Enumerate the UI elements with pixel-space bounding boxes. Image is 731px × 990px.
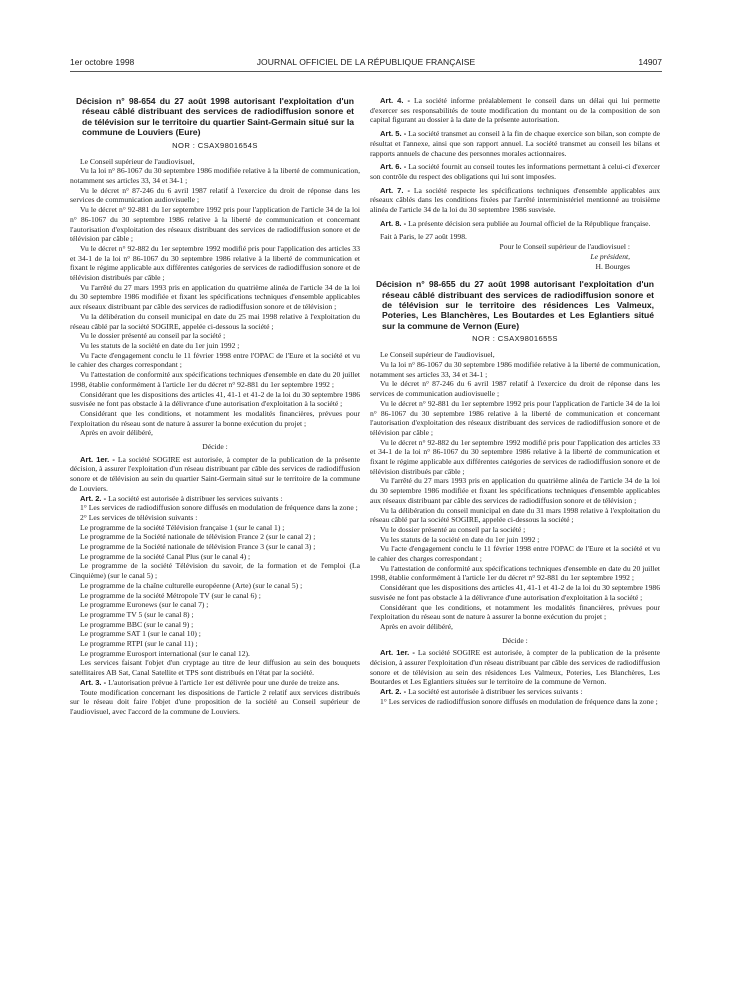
article-4-heading: Art. 4. - [380,96,411,105]
article-2-item: Le programme BBC (sur le canal 9) ; [80,619,194,629]
article-8-text: La présente décision sera publiée au Journal officiel de la République française. [408,218,651,228]
preamble-line: Vu le dossier présenté au conseil par la société ; [80,331,226,341]
article-2-item: Les services faisant l'objet d'un cryptage au titre de leur diffusion au sein des bouquets satellitaires AB Sat, Canal Satellite et TPS sont distribués en l'état par la société. [70,658,360,678]
preamble-line: Vu le décret n° 92-881 du 1er septembre 1992 pris pour l'application de l'article 34 de la loi n° 86-1067 du 30 septembre 1986 relative à la liberté de communication et concernant l'autorisation d'exploitation des réseaux distribuant des services de radiodiffusion sonore et de télévision par câble ; [370,398,660,437]
issue-date: 1er octobre 1998 [70,57,135,67]
article-1 [70,455,360,494]
preamble-line: Vu la loi n° 86-1067 du 30 septembre 1986 modifiée relative à la liberté de communication, notamment ses articles 33, 34 et 34-1 ; [70,166,360,186]
signature-name: H. Bourges [595,261,630,271]
preamble-line: Vu les statuts de la société en date du 1er juin 1992 ; [80,340,240,350]
preamble-line: Vu l'acte d'engagement conclu le 11 février 1998 entre l'OPAC de l'Eure et la société et vu le cahier des charges correspondant ; [370,544,660,564]
article-2-item: 2° Les services de télévision suivants : [80,512,198,522]
article-1-text: La société SOGIRE est autorisée, à compter de la publication de la présente décision, à assurer l'exploitation d'un réseau distribuant par câble des services de radiodiffusion sonore et de télévision au sein du quartier Saint-Germain situé sur le territoire de la commune de Louviers. [70,454,360,493]
preamble-line: Vu l'arrêté du 27 mars 1993 pris en application du quatrième alinéa de l'article 34 de la loi du 30 septembre 1986 modifiée et fixant les spécifications techniques d'ensemble applicables aux réseaux distribuant par câble des services de radiodiffusion sonore et de télévision ; [70,282,360,312]
journal-title: JOURNAL OFFICIEL DE LA RÉPUBLIQUE FRANÇAISE [256,57,476,67]
article-2-item: Le programme SAT 1 (sur le canal 10) ; [80,629,201,639]
preamble-line: Considérant que les dispositions des articles 41, 41-1 et 41-2 de la loi du 30 septembre 1986 susvisée ne font pas obstacle à la délivrance d'une autorisation d'exploitation à la société ; [370,583,660,602]
page-header [70,55,662,69]
preamble-line: Après en avoir délibéré, [380,621,453,631]
preamble-line: Vu l'arrêté du 27 mars 1993 pris en application du quatrième alinéa de l'article 34 de la loi du 30 septembre 1986 modifiée et fixant les spécifications techniques d'ensemble applicables aux réseaux distribuant par câble des services de radiodiffusion sonore et de télévision ; [370,476,660,505]
article-3-follow: Toute modification concernant les dispositions de l'article 2 relatif aux services distribués sur le réseau doit faire l'objet d'une proposition de la société au Conseil supérieur de l'audiovisuel, avec l'accord de la commune de Louviers. [70,687,360,716]
article-4-text: La société informe préalablement le conseil dans un délai qui lui permette d'exercer ses responsabilités de toute modification du montant ou de la composition de son capital figurant au dossier à la date de la présente autorisation. [370,96,660,125]
article-6 [370,162,660,181]
article-2-item: Le programme TV 5 (sur le canal 8) ; [80,609,194,619]
article-2-text: La société est autorisée à distribuer les services suivants : [108,493,283,503]
article-1-text: La société SOGIRE est autorisée, à compter de la publication de la présente décision, à assurer l'exploitation d'un réseau distribuant par câble des services de radiodiffusion sonore et de télévision au sein des résidences Les Valmeux, Poteries, Les Blanchères, Les Boutardes et Les Eglantiers situées sur le territoire de la commune de Vernon. [370,648,660,687]
signature-for: Pour le Conseil supérieur de l'audiovisuel : [499,242,630,252]
article-1-heading: Art. 1er. - [380,648,415,658]
place-date: Fait à Paris, le 27 août 1998. [380,232,467,242]
article-2-item: Le programme de la société Télévision française 1 (sur le canal 1) ; [80,522,285,532]
article-2-heading: Art. 2. - [380,687,407,697]
article-8 [370,219,660,229]
article-2-item: 1° Les services de radiodiffusion sonore diffusés en modulation de fréquence dans la zone ; [80,503,358,513]
right-column [370,96,660,982]
article-2-item: Le programme RTPI (sur le canal 11) ; [80,639,198,649]
article-2-item: Le programme Euronews (sur le canal 7) ; [80,600,209,610]
preamble-line: Le Conseil supérieur de l'audiovisuel, [80,156,195,166]
article-6-heading: Art. 6. - [380,162,407,172]
preamble-line: Vu l'acte d'engagement conclu le 11 février 1998 entre l'OPAC de l'Eure et la société et vu le cahier des charges correspondant ; [70,350,360,370]
preamble-line: Vu l'attestation de conformité aux spécifications techniques d'ensemble en date du 20 juillet 1998, établie conformément à l'article 1er du décret n° 92-881 du 1er septembre 1992 ; [370,563,660,583]
article-3-heading: Art. 3. - [80,677,107,687]
article-2-item: Le programme de la Société nationale de télévision France 2 (sur le canal 2) ; [80,532,316,542]
preamble-line: Après en avoir délibéré, [80,428,153,438]
article-5-text: La société transmet au conseil à la fin de chaque exercice son bilan, son compte de résultat et l'annexe, ainsi que son rapport annuel. La société transmet au conseil les bilans et rapports annuels de chacune des personnes morales actionnaires. [370,129,660,158]
preamble-line: Vu le décret n° 92-881 du 1er septembre 1992 pris pour l'application de l'article 34 de la loi n° 86-1067 du 30 septembre 1986 relative à la liberté de communication et concernant l'autorisation d'exploitation des réseaux distribuant des services de radiodiffusion sonore et de télévision par câble ; [70,205,360,244]
article-2-item: Le programme de la société Télévision du savoir, de la formation et de l'emploi (La Cinquième) (sur le canal 5) ; [70,561,360,581]
article-2 [70,494,360,504]
preamble-line: Vu la loi n° 86-1067 du 30 septembre 1986 modifiée relative à la liberté de communication, notamment ses articles 33, 34 et 34-1 ; [370,359,660,379]
left-column [70,96,360,982]
preamble-line: Vu la délibération du conseil municipal en date du 31 mars 1998 relative à l'exploitation du réseau câblé par la société SOGIRE, appelée ci-dessous la société ; [370,505,660,525]
page-number: 14907 [638,57,662,67]
preamble-line: Vu l'attestation de conformité aux spécifications techniques d'ensemble en date du 20 juillet 1998, établie conformément à l'article 1er du décret n° 92-881 du 1er septembre 1992 ; [70,370,360,389]
article-6-text: La société fournit au conseil toutes les informations permettant à celui-ci d'exercer son contrôle du respect des obligations qui lui sont imposées. [370,162,660,181]
article-7-text: La société respecte les spécifications techniques d'ensemble applicables aux réseaux câblés dans les conditions fixées par l'arrêté interministériel mentionné au troisième alinéa de l'article 34 de la loi du 30 septembre 1986 susvisée. [370,185,660,215]
preamble-line: Vu le décret n° 87-246 du 6 avril 1987 relatif à l'exercice du droit de réponse dans les services de communication audiovisuelle ; [70,185,360,205]
preamble-line: Considérant que les dispositions des articles 41, 41-1 et 41-2 de la loi du 30 septembre 1986 susvisée ne font pas obstacle à la délivrance d'une autorisation d'exploitation à la société ; [70,389,360,409]
article-2-heading: Art. 2. - [80,493,107,503]
preamble-line: Vu la délibération du conseil municipal en date du 25 mai 1998 relative à l'exploitation du réseau câblé par la société SOGIRE, appelée ci-dessous la société ; [70,311,360,331]
article-2-text: La société est autorisée à distribuer les services suivants : [408,687,583,697]
preamble-line: Vu le dossier présenté au conseil par la société ; [380,524,526,534]
decision-2-title: Décision n° 98-655 du 27 août 1998 autorisant l'exploitation d'un réseau câblé distribuant des services de radiodiffusion sonore et de télévision sur le territoire des résidences Les Valmeux, Poteries, Les Blanchères, Les Boutardes et Les Eglantiers situé sur la commune de Vernon (Eure) [376,279,654,331]
decision-2-nor: NOR : CSAX9801655S [472,334,558,344]
preamble-line: Le Conseil supérieur de l'audiovisuel, [380,350,495,360]
preamble-line: Vu le décret n° 92-882 du 1er septembre 1992 modifié pris pour l'application des articles 33 et 34-1 de la loi n° 86-1067 du 30 septembre 1986 relative à la liberté de communication et fixant le régime applicable aux différentes catégories de services de radiodiffusion sonore et de télévision distribués par câble ; [70,243,360,283]
preamble-line: Vu les statuts de la société en date du 1er juin 1992 ; [380,534,540,544]
article-7 [370,186,660,215]
article-3 [70,678,360,688]
article-2-item: Le programme de la société Canal Plus (sur le canal 4) ; [80,551,251,561]
article-2-item: Le programme de la Société nationale de télévision France 3 (sur le canal 3) ; [80,542,316,552]
preamble-line: Considérant que les conditions, et notamment les modalités financières, prévues pour l'exploitation du réseau sont de nature à assurer la bonne exécution du projet ; [370,602,660,622]
article-1 [370,648,660,687]
article-2-item: Le programme de la société Métropole TV (sur le canal 6) ; [80,590,261,600]
decision-1-nor: NOR : CSAX9801654S [172,140,258,150]
preamble-line: Vu le décret n° 92-882 du 1er septembre 1992 modifié pris pour l'application des articles 33 et 34-1 de la loi n° 86-1067 du 30 septembre 1986 relative à la liberté de communication et fixant le régime applicable aux différentes catégories de services de radiodiffusion sonore et de télévision distribués par câble ; [370,437,660,476]
article-7-heading: Art. 7. - [380,185,411,195]
article-4 [370,96,660,125]
header-rule [70,71,662,72]
preamble-line: Vu le décret n° 87-246 du 6 avril 1987 relatif à l'exercice du droit de réponse dans les services de communication audiovisuelle ; [370,379,660,399]
article-5-heading: Art. 5. - [380,129,407,139]
article-1-heading: Art. 1er. - [80,454,115,464]
article-2-item: Le programme de la chaîne culturelle européenne (Arte) (sur le canal 5) ; [80,580,303,590]
decide-heading: Décide : [202,442,228,452]
article-2-item: 1° Les services de radiodiffusion sonore diffusés en modulation de fréquence dans la zone ; [380,696,658,706]
article-5 [370,129,660,158]
article-2 [370,687,660,697]
article-3-text: L'autorisation prévue à l'article 1er est délivrée pour une durée de treize ans. [108,677,340,687]
article-8-heading: Art. 8. - [380,218,407,228]
decide-heading: Décide : [502,635,528,645]
preamble-line: Considérant que les conditions, et notamment les modalités financières, prévues pour l'exploitation du réseau sont de nature à assurer la bonne exécution du projet ; [70,408,360,428]
signature-role: Le président, [590,251,630,261]
article-2-item: Le programme Eurosport international (sur le canal 12). [80,648,250,658]
decision-1-title: Décision n° 98-654 du 27 août 1998 autorisant l'exploitation d'un réseau câblé distribuant des services de radiodiffusion sonore et de télévision sur le territoire du quartier Saint-Germain situé sur la commune de Louviers (Eure) [76,96,354,138]
